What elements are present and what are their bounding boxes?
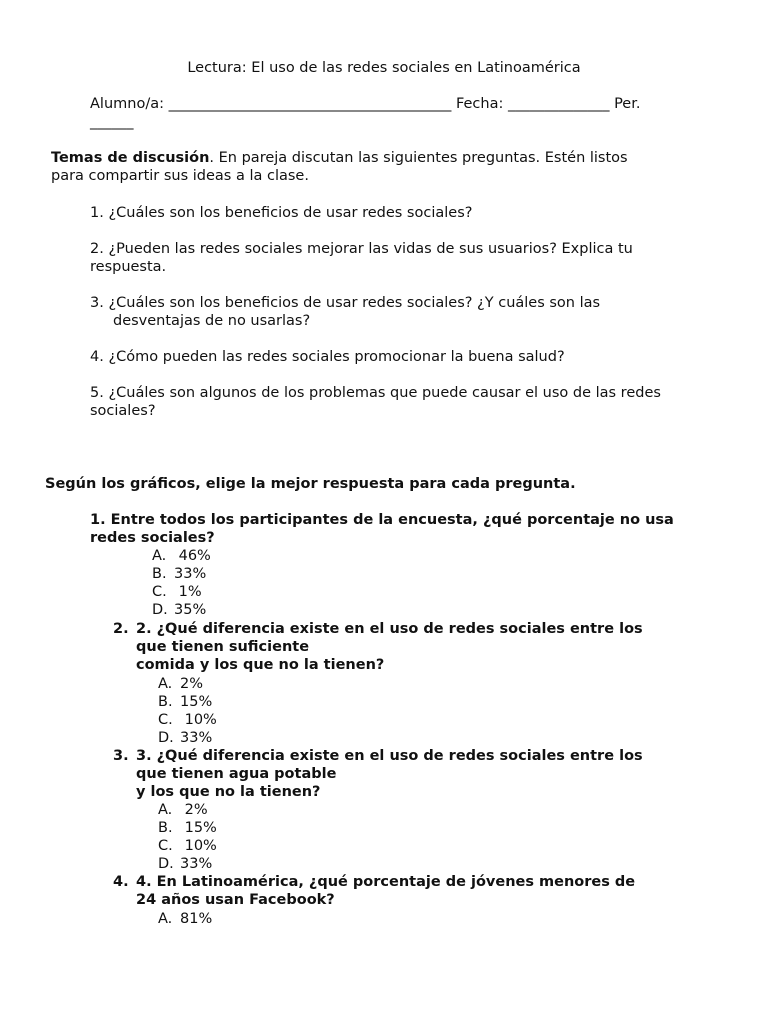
quiz-q2-options [158, 675, 217, 747]
quiz-q3-line-2: que tienen agua potable [136, 766, 337, 782]
discussion-question-3-line-1: 3. ¿Cuáles son los beneficios de usar redes sociales? ¿Y cuáles son las [90, 295, 601, 311]
discussion-intro [51, 149, 661, 185]
discussion-question-5: 5. ¿Cuáles son algunos de los problemas que puede causar el uso de las redes sociales? [90, 385, 661, 419]
quiz-q4-line-1: 4. En Latinoamérica, ¿qué porcentaje de jóvenes menores de [136, 874, 636, 890]
discussion-question-1: 1. ¿Cuáles son los beneficios de usar redes sociales? [90, 205, 473, 221]
quiz-q3-number: 3. [113, 748, 129, 764]
quiz-q2-line-1: 2. ¿Qué diferencia existe en el uso de redes sociales entre los [136, 621, 643, 637]
quiz-q3-line-1: 3. ¿Qué diferencia existe en el uso de redes sociales entre los [136, 748, 643, 764]
discussion-instructions: . En pareja discutan las siguientes preguntas. Estén listos para compartir sus ideas a la clase. [51, 150, 628, 184]
quiz-q2-line-3: comida y los que no la tienen? [136, 657, 385, 673]
quiz-q2-line-2: que tienen suficiente [136, 639, 310, 655]
quiz-q3-options [158, 801, 217, 873]
quiz-q3-line-3: y los que no la tienen? [136, 784, 321, 800]
quiz-q2-option-c: C. 10% [158, 712, 217, 728]
discussion-question-2: 2. ¿Pueden las redes sociales mejorar las vidas de sus usuarios? Explica tu respuesta. [90, 241, 633, 275]
quiz-question-3 [136, 747, 696, 801]
quiz-instruction: Según los gráficos, elige la mejor respuesta para cada pregunta. [45, 476, 576, 492]
quiz-q1-option-b: B. 33% [152, 566, 207, 582]
student-name-date-field: Alumno/a: _______________________________________ Fecha: ______________ Per. [90, 96, 641, 112]
quiz-q2-option-d: D. 33% [158, 730, 213, 746]
quiz-q4-option-a: A. 81% [158, 911, 213, 927]
document-title: Lectura: El uso de las redes sociales en Latinoamérica [187, 60, 581, 76]
quiz-q1-options [152, 547, 211, 619]
discussion-question-3-line-2: desventajas de no usarlas? [113, 313, 311, 329]
quiz-question-4 [136, 873, 696, 909]
quiz-q1-option-c: C. 1% [152, 584, 202, 600]
discussion-question-3 [90, 294, 670, 330]
quiz-q4-number: 4. [113, 874, 129, 890]
quiz-q2-option-a: A. 2% [158, 676, 204, 692]
student-info-line [90, 95, 690, 131]
quiz-q3-option-d: D. 33% [158, 856, 213, 872]
quiz-q2-option-b: B. 15% [158, 694, 213, 710]
quiz-q3-option-c: C. 10% [158, 838, 217, 854]
quiz-q3-option-a: A. 2% [158, 802, 208, 818]
quiz-q3-option-b: B. 15% [158, 820, 217, 836]
quiz-question-1: 1. Entre todos los participantes de la encuesta, ¿qué porcentaje no usa redes sociales? [90, 512, 674, 546]
quiz-q4-line-2: 24 años usan Facebook? [136, 892, 335, 908]
quiz-q4-options [158, 910, 212, 928]
quiz-q1-option-d: D. 35% [152, 602, 207, 618]
student-period-field: ______ [90, 114, 134, 130]
discussion-question-4: 4. ¿Cómo pueden las redes sociales promocionar la buena salud? [90, 349, 565, 365]
discussion-heading: Temas de discusión [51, 150, 210, 166]
quiz-question-2 [136, 620, 696, 674]
quiz-q2-number: 2. [113, 621, 129, 637]
quiz-q1-option-a: A. 46% [152, 548, 211, 564]
